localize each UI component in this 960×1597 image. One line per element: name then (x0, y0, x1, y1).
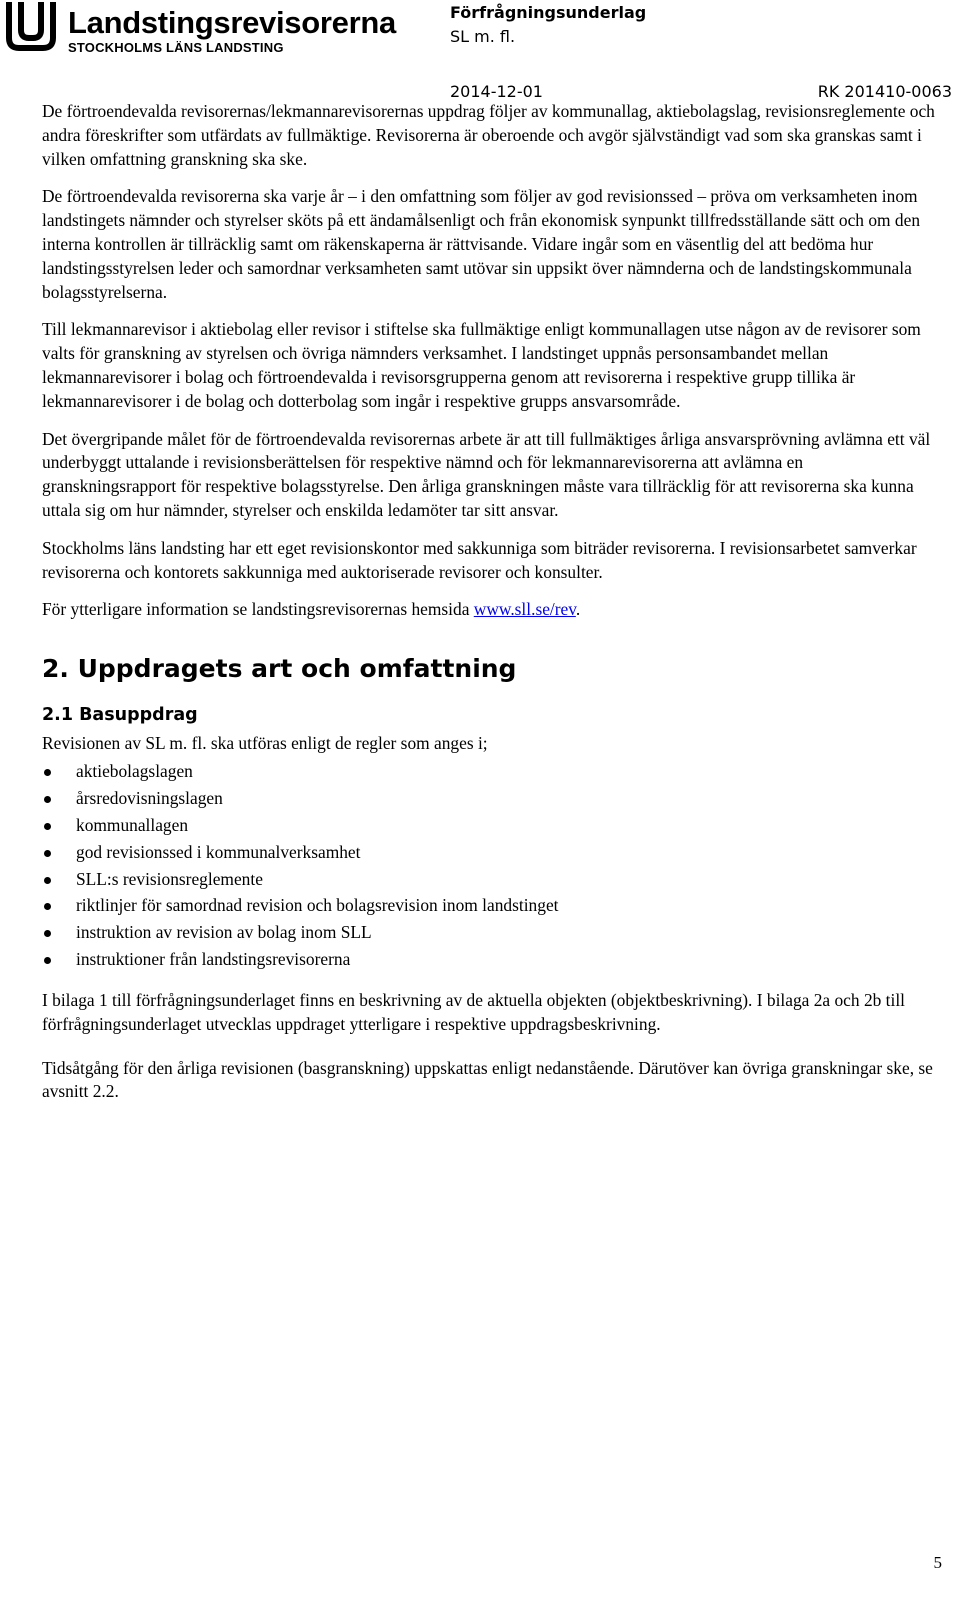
document-body (42, 100, 938, 1118)
list-item: instruktion av revision av bolag inom SLL (42, 919, 938, 946)
list-item: SLL:s revisionsreglemente (42, 866, 938, 893)
paragraph-6-suffix: . (575, 599, 581, 620)
list-item: riktlinjer för samordnad revision och bolagsrevision inom landstinget (42, 892, 938, 919)
document-title: Förfrågningsunderlag (450, 3, 647, 22)
paragraph-2: De förtroendevalda revisorerna ska varje år – i den omfattning som följer av god revisionssed – pröva om verksamheten inom landstingets nämnder och styrelser sköts på ett ändamålsenligt och från ekonomisk synpunkt tillfredsställande sätt och om den interna kontrollen är tillräcklig samt om räkenskaperna är rättvisande. Vidare ingår som en väsentlig del att bedöma hur landstingsstyrelsen leder och samordnar verksamheten samt utövar sin uppsikt över nämnderna och de landstingskommunala bolagsstyrelserna. (42, 186, 921, 302)
landstingsrevisorerna-logo (4, 2, 404, 56)
document-date: 2014-12-01 (450, 82, 543, 101)
website-link[interactable]: www.sll.se/rev (473, 599, 576, 620)
document-subtitle: SL m. fl. (450, 27, 516, 46)
paragraph-6 (42, 598, 938, 622)
attachment-paragraph: I bilaga 1 till förfrågningsunderlaget finns en beskrivning av de aktuella objekten (objektbeskrivning). I bilaga 2a och 2b till förfrågningsunderlaget utvecklas uppdraget ytterligare i respektive uppdragsbeskrivning. (42, 990, 906, 1034)
logo-subtitle: STOCKHOLMS LÄNS LANDSTING (68, 40, 284, 55)
regulation-list (42, 758, 938, 973)
section-heading: 2. Uppdragets art och omfattning (42, 654, 517, 684)
paragraph-6-text: För ytterligare information se landstingsrevisorernas hemsida (42, 599, 474, 620)
page-number: 5 (933, 1553, 942, 1572)
list-item: aktiebolagslagen (42, 758, 938, 785)
section-intro: Revisionen av SL m. fl. ska utföras enligt de regler som anges i; (42, 733, 488, 754)
time-estimate-paragraph: Tidsåtgång för den årliga revisionen (basgranskning) uppskattas enligt nedanstående. Därutöver kan övriga granskningar ske, se avsnitt 2.2. (42, 1057, 933, 1102)
logo-name: Landstingsrevisorerna (68, 5, 396, 40)
paragraph-3: Till lekmannarevisor i aktiebolag eller revisor i stiftelse ska fullmäktige enligt kommunallagen utse någon av de revisorer som valts för granskning av styrelsen och övriga nämnders verksamhet. I landstinget uppnås personsambandet mellan lekmannarevisorer i bolag och förtroendevalda i revisorsgrupperna genom att revisorerna i respektive grupp tillika är lekmannarevisorer i de bolag och dotterbolag som ingår i respektive grupps ansvarsområde. (42, 319, 921, 411)
list-item: kommunallagen (42, 812, 938, 839)
list-item: årsredovisningslagen (42, 785, 938, 812)
paragraph-1: De förtroendevalda revisorernas/lekmannarevisorernas uppdrag följer av kommunallag, aktiebolagslag, revisionsreglemente och andra föreskrifter som utfärdats av fullmäktige. Revisorerna är oberoende och avgör självständigt vad som ska granskas samt i vilken omfattning granskning ska ske. (42, 101, 935, 169)
list-item: instruktioner från landstingsrevisorerna (42, 946, 938, 973)
list-item: god revisionssed i kommunalverksamhet (42, 839, 938, 866)
document-reference: RK 201410-0063 (817, 82, 952, 101)
logo-mark-icon (4, 2, 58, 56)
paragraph-5: Stockholms läns landsting har ett eget revisionskontor med sakkunniga som biträder revisorerna. I revisionsarbetet samverkar revisorerna och kontorets sakkunniga med auktoriserade revisorer och konsulter. (42, 537, 917, 582)
paragraph-4: Det övergripande målet för de förtroendevalda revisorernas arbete är att till fullmäktiges årliga ansvarsprövning avlämna ett väl underbyggt uttalande i revisionsberättelsen för respektive nämnd och för lekmannarevisorerna att avlämna en granskningsrapport för respektive bolagsstyrelse. Den årliga granskningen måste vara tillräcklig för att revisorerna ska kunna uttala sig om hur nämnder, styrelser och enskilda ledamöter tar sitt ansvar. (42, 428, 931, 520)
subsection-heading: 2.1 Basuppdrag (42, 705, 198, 726)
page-header (0, 0, 960, 105)
